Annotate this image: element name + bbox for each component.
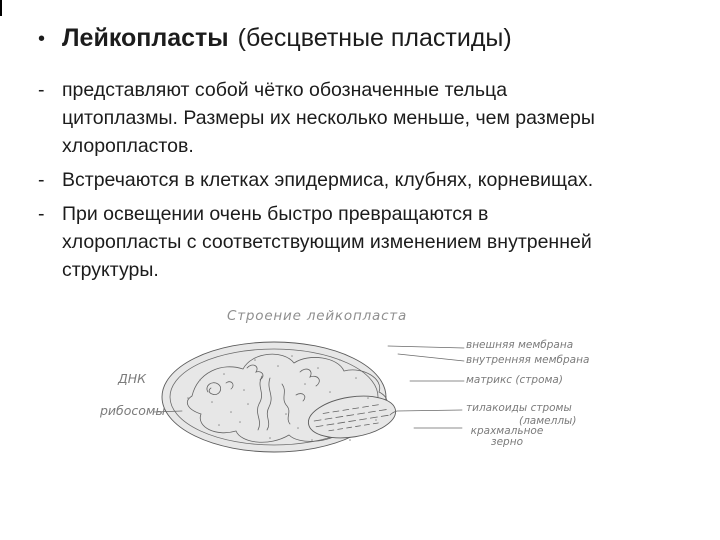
- label-matrix: матрикс (строма): [466, 374, 563, 386]
- list-item-text: [62, 200, 698, 284]
- bullet-list: [38, 76, 698, 290]
- label-inner-membrane: внутренняя мембрана: [466, 354, 590, 366]
- text-line: хлоропластов.: [62, 135, 194, 157]
- list-item: [38, 166, 698, 194]
- list-item: [38, 76, 698, 160]
- dash-marker: -: [38, 203, 45, 225]
- title-definition: (бесцветные пластиды): [237, 24, 512, 52]
- text-line: При освещении очень быстро превращаются в: [62, 203, 489, 225]
- diagram-caption: Строение лейкопласта: [227, 308, 408, 324]
- leucoplast-drawing: [154, 342, 464, 452]
- label-lamellae: (ламеллы): [519, 415, 577, 427]
- slide-corner-mark: [0, 0, 2, 16]
- title-bullet-glyph: •: [38, 28, 46, 50]
- label-ribosomes: рибосомы: [100, 403, 166, 418]
- list-item-text: [62, 76, 698, 160]
- leucoplast-diagram: [95, 335, 475, 465]
- title-term: Лейкопласты: [62, 24, 229, 52]
- label-starch-grain: крахмальное зерно: [470, 425, 544, 448]
- list-item: [38, 200, 698, 284]
- text-line: представляют собой чётко обозначенные тельца: [62, 79, 508, 101]
- label-thylakoids: тилакоиды стромы: [466, 402, 572, 414]
- text-line: цитоплазмы. Размеры их несколько меньше, чем размеры: [62, 107, 595, 129]
- dash-marker: -: [38, 169, 45, 191]
- slide-title: [38, 22, 700, 56]
- text-line: Встречаются в клетках эпидермиса, клубнях, корневищах.: [62, 169, 594, 191]
- label-dnk: ДНК: [118, 371, 147, 386]
- label-outer-membrane: внешняя мембрана: [466, 339, 574, 351]
- list-item-text: [62, 166, 698, 194]
- text-line: хлоропласты с соответствующим изменением внутренней: [62, 231, 592, 253]
- dash-marker: -: [38, 79, 45, 101]
- title-text: [62, 22, 512, 54]
- text-line: структуры.: [62, 259, 159, 281]
